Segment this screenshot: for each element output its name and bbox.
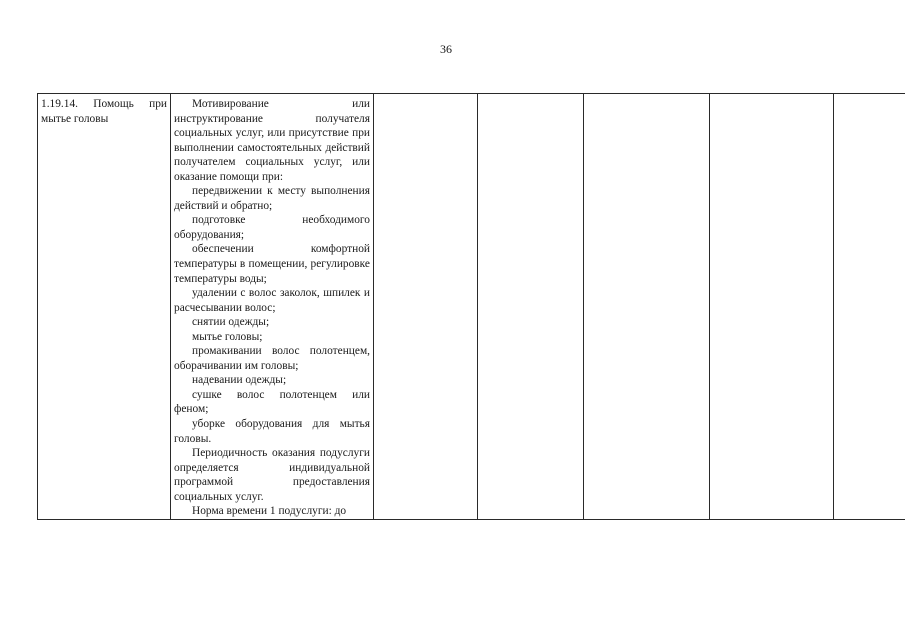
description-paragraph: подготовке необходимого оборудования;: [174, 214, 370, 241]
services-table: [37, 93, 905, 520]
page-number: 36: [440, 42, 452, 56]
description-paragraph: обеспечении комфортной температуры в помещении, регулировке температуры воды;: [174, 243, 370, 285]
description-paragraph: мытье головы;: [192, 330, 263, 343]
description-paragraph: снятии одежды;: [192, 316, 270, 329]
empty-cell: [478, 94, 584, 520]
description-paragraph: промакивании волос полотенцем, оборачивании им головы;: [174, 345, 370, 372]
empty-cell: [834, 94, 905, 520]
table-row: [38, 94, 905, 520]
service-description-cell: [171, 94, 374, 520]
description-paragraph: сушке волос полотенцем или феном;: [174, 388, 370, 416]
description-paragraph: надевании одежды;: [192, 374, 287, 387]
empty-cell: [710, 94, 834, 520]
description-paragraph: Мотивирование или инструктирование получателя социальных услуг, или присутствие при выполнении самостоятельных действий получателем социальных услуг, или оказание помощи при:: [174, 98, 370, 183]
empty-cell: [374, 94, 478, 520]
empty-cell: [584, 94, 710, 520]
service-name-cell: 1.19.14. Помощь при мытье головы: [38, 94, 171, 520]
description-paragraph: удалении с волос заколок, шпилек и расчесывании волос;: [174, 287, 370, 314]
description-paragraph: Периодичность оказания подуслуги определяется индивидуальной программой предоставления социальных услуг.: [174, 447, 370, 503]
description-paragraph: передвижении к месту выполнения действий и обратно;: [174, 185, 370, 212]
description-paragraph: Норма времени 1 подуслуги: до: [192, 505, 347, 518]
description-paragraph: уборке оборудования для мытья головы.: [174, 418, 370, 445]
